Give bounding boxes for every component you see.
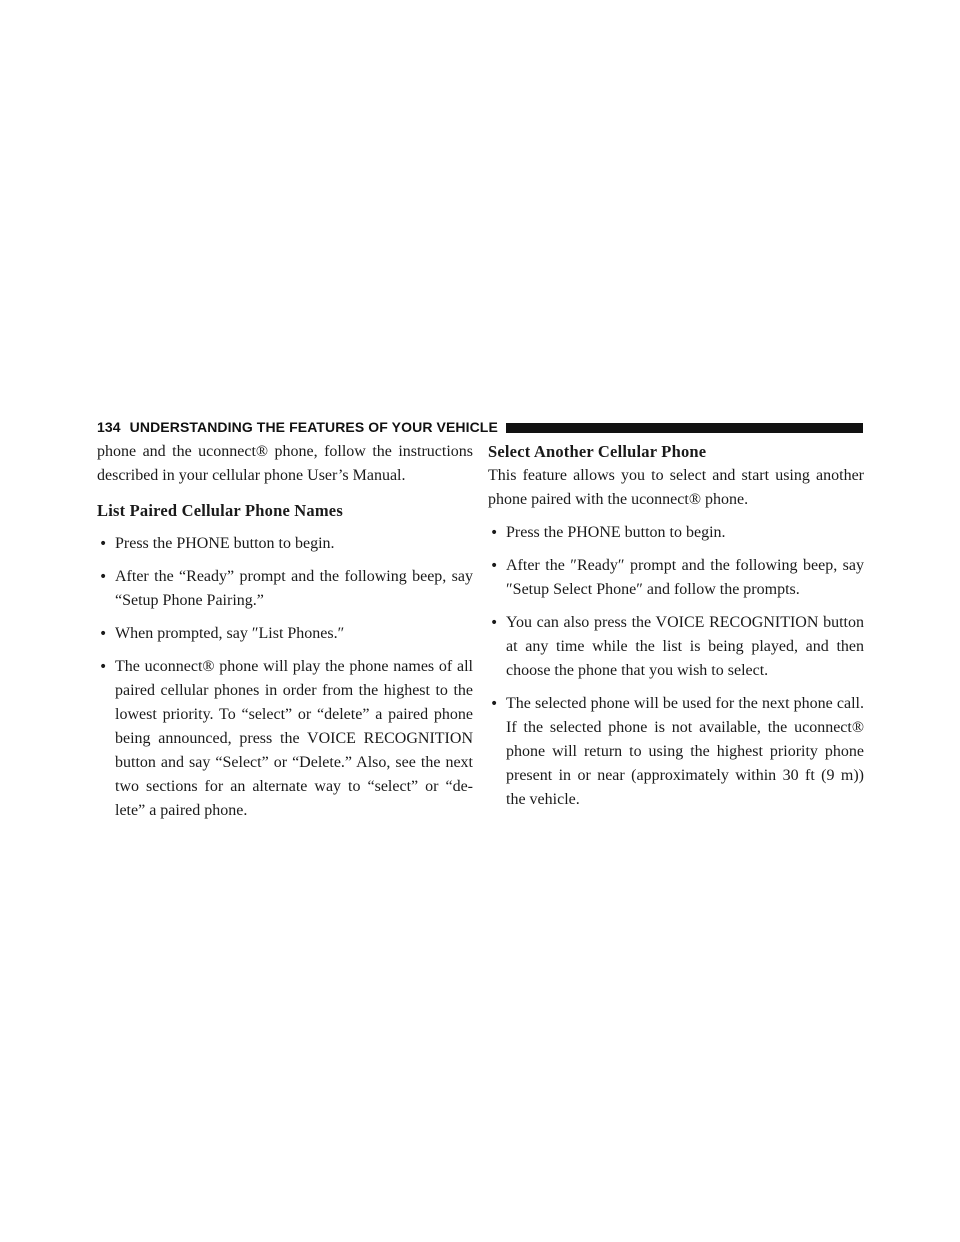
bullet-icon: • [490,558,499,574]
bullet-icon: • [99,659,108,675]
list-item [488,611,864,683]
left-intro-paragraph: phone and the uconnect® phone, follow the instructions described in your cellular phone User’s Manual. [97,443,473,484]
list-item [97,532,473,556]
list-item [97,655,473,823]
list-item-text: The selected phone will be used for the next phone call. If the selected phone is not available, the uconnect® phone will return to using the highest priority phone present in or near (approximately within 30 ft (9 m)) the vehicle. [506,695,864,808]
list-item-text: When prompted, say ″List Phones.″ [115,625,345,642]
page-header [97,417,863,437]
bullet-icon: • [490,525,499,541]
header-rule [506,423,863,433]
list-item-text: After the “Ready” prompt and the following beep, say “Setup Phone Pairing.” [115,568,473,609]
left-section-heading: List Paired Cellular Phone Names [97,501,343,520]
list-item-text: After the ″Ready″ prompt and the following beep, say ″Setup Select Phone″ and follow the prompts. [506,557,864,598]
page-number: 134 [97,419,121,435]
bullet-icon: • [99,536,108,552]
right-section-heading: Select Another Cellular Phone [488,442,707,461]
bullet-icon: • [490,696,499,712]
list-item [97,565,473,613]
right-column [488,440,864,812]
left-column [97,440,473,823]
list-item [97,622,473,646]
left-bullet-list [97,532,473,823]
bullet-icon: • [99,569,108,585]
list-item-text: You can also press the VOICE RECOGNITION button at any time while the list is being played, and then choose the phone that you wish to select. [506,614,864,679]
right-intro-paragraph: This feature allows you to select and start using another phone paired with the uconnect® phone. [488,467,864,508]
list-item [488,692,864,812]
list-item-text: The uconnect® phone will play the phone names of all paired cellular phones in order from the highest to the lowest priority. To “select” or “delete” a paired phone being announced, press the VOICE RECOGNITION button and say “Select” or “Delete.” Also, see the next two sections for an alternate way to “select” or “de-lete” a paired phone. [115,658,473,819]
list-item-text: Press the PHONE button to begin. [506,524,726,541]
bullet-icon: • [99,626,108,642]
list-item [488,521,864,545]
list-item-text: Press the PHONE button to begin. [115,535,335,552]
right-bullet-list [488,521,864,812]
section-title: UNDERSTANDING THE FEATURES OF YOUR VEHICLE [129,419,498,435]
list-item [488,554,864,602]
bullet-icon: • [490,615,499,631]
